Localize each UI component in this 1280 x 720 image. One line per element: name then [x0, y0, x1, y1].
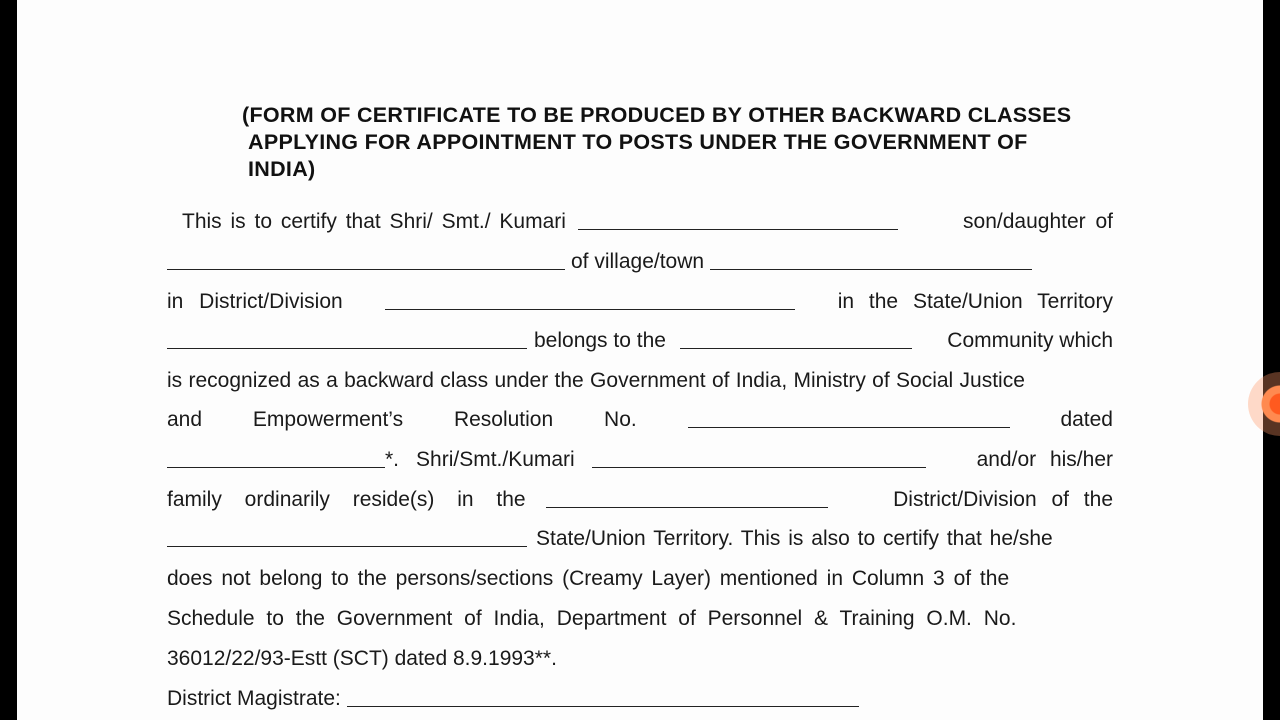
district-blank[interactable]: [385, 308, 795, 310]
residence-state-blank[interactable]: [167, 545, 527, 547]
resolution-no-blank[interactable]: [688, 426, 1010, 428]
heading-line-3: [242, 156, 1114, 183]
village-town-blank[interactable]: [710, 268, 1032, 270]
state-ut-text: in the State/Union Territory: [837, 290, 1113, 313]
body-line-13: [167, 685, 1113, 713]
body-line-10: [167, 565, 1113, 593]
asterisk-text: *.: [385, 448, 400, 471]
body-line-11: [167, 605, 1113, 633]
certify-text: This is to certify that Shri/ Smt./ Kumari: [182, 210, 566, 233]
body-line-3: [167, 288, 1113, 316]
and-or-text: and/or his/her: [976, 448, 1113, 471]
and-word: and: [167, 408, 203, 431]
body-line-12: [167, 645, 1113, 673]
belongs-to-text: belongs to the: [534, 329, 666, 352]
body-line-5: [167, 367, 1113, 395]
village-town-text: of village/town: [571, 250, 705, 273]
date-blank[interactable]: [167, 466, 385, 468]
body-line-1: [182, 208, 1113, 236]
schedule-text: Schedule to the Government of India, Department of Personnel & Training O.M. No.: [167, 607, 1017, 630]
body-line-4: [167, 327, 1113, 355]
son-daughter-text: son/daughter of: [963, 210, 1113, 233]
also-certify-text: State/Union Territory. This is also to certify that he/she: [536, 527, 1053, 550]
body-line-7: [167, 446, 1113, 474]
district-magistrate-blank[interactable]: [347, 705, 859, 707]
om-number-text: 36012/22/93-Estt (SCT) dated 8.9.1993**.: [167, 647, 557, 670]
heading-line-2: [242, 129, 1114, 156]
body-line-8: [167, 486, 1113, 514]
empowerment-word: Empowerment’s: [252, 408, 404, 431]
name-blank[interactable]: [578, 228, 898, 230]
heading-line-1: [242, 102, 1114, 129]
form-heading: [242, 102, 1114, 183]
community-blank[interactable]: [680, 347, 912, 349]
second-name-blank[interactable]: [592, 466, 926, 468]
community-which-text: Community which: [947, 329, 1113, 352]
creamy-layer-text: does not belong to the persons/sections (Creamy Layer) mentioned in Column 3 of the: [167, 567, 1010, 590]
document-page: [17, 0, 1263, 720]
state-blank[interactable]: [167, 347, 527, 349]
resolution-word: Resolution: [453, 408, 554, 431]
heading-line-1-text: (FORM OF CERTIFICATE TO BE PRODUCED BY OTHER BACKWARD CLASSES: [242, 103, 1072, 127]
parent-name-blank[interactable]: [167, 268, 565, 270]
family-reside-text: family ordinarily reside(s) in the: [167, 488, 526, 511]
body-line-2: [167, 248, 1113, 276]
shri-smt-kumari-text: Shri/Smt./Kumari: [416, 448, 575, 471]
body-line-9: [167, 525, 1113, 553]
district-division-text: in District/Division: [167, 290, 343, 313]
heading-line-2-text: APPLYING FOR APPOINTMENT TO POSTS UNDER THE GOVERNMENT OF: [248, 130, 1028, 154]
recognized-text: is recognized as a backward class under the Government of India, Ministry of Social Justice: [167, 369, 1025, 392]
district-of-the-text: District/Division of the: [893, 488, 1113, 511]
no-word: No.: [604, 408, 637, 431]
body-line-6: [167, 406, 1113, 434]
heading-line-3-text: INDIA): [248, 157, 316, 181]
residence-district-blank[interactable]: [546, 506, 828, 508]
district-magistrate-label: District Magistrate:: [167, 687, 341, 710]
dated-word: dated: [1060, 408, 1113, 431]
